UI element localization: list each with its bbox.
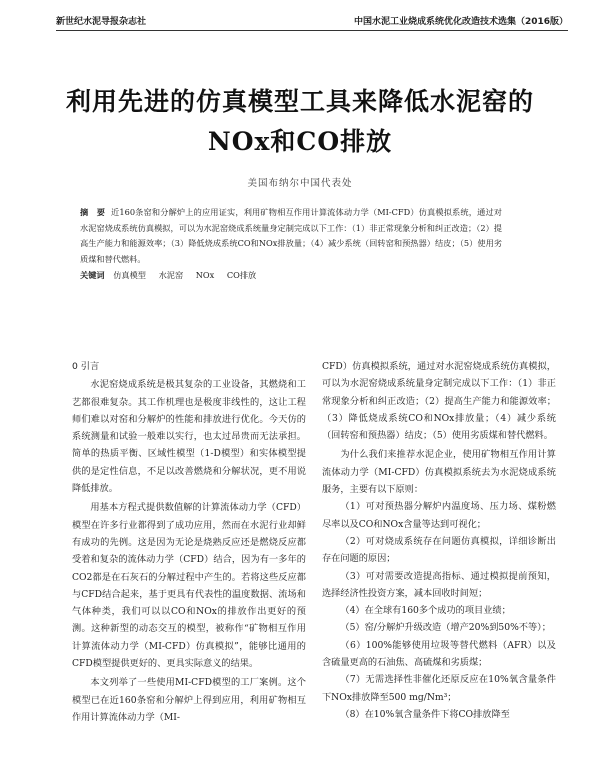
header-rule [56, 30, 568, 31]
header-journal-name: 新世纪水泥导报杂志社 [56, 17, 147, 27]
body-paragraph: 本文列举了一些使用MI-CFD模型的工厂案例。这个模型已在近160条窑和分解炉上得到应用，利用矿物相互作用计算流体动力学（MI- [72, 677, 306, 723]
principle-item: （8）在10%氧含量条件下将CO排放降至 [340, 708, 510, 720]
title-line-1: 利用先进的仿真模型工具来降低水泥窑的 [65, 87, 534, 116]
author-affiliation: 美国布纳尔中国代表处 [247, 178, 353, 189]
principle-item: （3）可对需要改造提高指标、通过模拟提前预知，选择经济性投资方案，减本回收时间短； [322, 570, 556, 599]
title-line-2: NOx和CO排放 [207, 127, 393, 156]
body-column-left [72, 358, 306, 726]
running-header [56, 14, 568, 27]
body-paragraph: 为什么我们来推荐水泥企业，使用矿物相互作用计算流体动力学（MI-CFD）仿真模拟系统去为水泥烧成系统服务，主要有以下原则： [322, 449, 556, 496]
principle-item: （7）无需选择性非催化还原反应在10%氧含量条件下NOx排放降至500 mg/Nm³； [322, 674, 556, 703]
principle-item: （5）窑/分解炉升级改造（增产20%到50%不等）； [340, 622, 551, 634]
body-paragraph: 水泥窑烧成系统是极其复杂的工业设备，其燃烧和工艺都很难复杂。其工作机理也是极度非线性的，这让工程师们难以对窑和分解炉的性能和排放进行优化。今天仿的系统测量和试验一般难以实行，也太过昂贵而无法承担。简单的热质平衡、区域性模型（1-D模型）和实体模型提供的是定性信息，不足以改善燃烧和分解状况，更不用说降低排放。 [72, 379, 306, 495]
body-paragraph: CFD）仿真模拟系统，通过对水泥窑烧成系统仿真模拟，可以为水泥窑烧成系统量身定制完成以下工作：（1）非正常现象分析和纠正改造；（2）提高生产能力和能源效率；（3）降低烧成系统CO和NOx排放量；（4）减少系统（回转窑和预热器）结皮；（5）使用劣质煤和替代燃料。 [322, 361, 556, 442]
keyword: 水泥窑 [158, 270, 184, 280]
principle-item: （2）可对烧成系统存在问题仿真模拟，详细诊断出存在问题的原因； [322, 535, 556, 565]
keywords-label: 关键词 [80, 270, 105, 280]
abstract-label: 摘 要 [80, 207, 106, 217]
abstract-text: 近160条窑和分解炉上的应用证实，利用矿物相互作用计算流体动力学（MI-CFD）仿真模拟系统，通过对水泥窑烧成系统仿真模拟，可以为水泥窑烧成系统量身定制完成以下工作：（1）非正常现象分析和纠正改造；（2）提高生产能力和能源效率；（3）降低烧成系统CO和NOx排放量；（4）减少系统（回转窑和预热器）结皮；（5）使用劣质煤和替代燃料。 [80, 207, 502, 264]
header-collection-title: 中国水泥工业烧成系统优化改造技术选集（2016版） [353, 17, 568, 27]
principle-item: （4）在全球有160多个成功的项目业绩； [340, 605, 511, 617]
keyword: NOx [195, 270, 215, 280]
keyword: CO排放 [226, 270, 257, 280]
keywords [80, 270, 502, 281]
principle-item: （6）100%能够使用垃圾等替代燃料（AFR）以及含硫量更高的石油焦、高硫煤和劣质煤； [322, 639, 556, 669]
body-paragraph: 用基本方程式提供数值解的计算流体动力学（CFD）模型在许多行业都得到了成功应用，然而在水泥行业却鲜有成功的先例。这是因为无论是烧熟反应还是燃烧反应都受着和复杂的流体动力学（CFD）结合，因为有一多年的CO2都是在石灰石的分解过程中产生的。若将这些反应都与CFD结合起来，基于更具有代表性的温度数据、流场和气体种类，我们可以以CO和NOx的排放作出更好的预测。这种新型的动态交互的模型，被称作“矿物相互作用计算流体动力学（MI-CFD）仿真模拟”，能够比通用的CFD模型提供更好的、更具实际意义的结果。 [72, 502, 306, 670]
section-heading: 0 引言 [72, 361, 100, 372]
body-column-right [322, 358, 556, 723]
principle-item: （1）可对预热器分解炉内温度场、压力场、煤粉燃尽率以及CO和NOx含量等达到可视化； [322, 501, 556, 530]
abstract [80, 205, 502, 267]
keyword: 仿真模型 [113, 270, 146, 280]
article-title [40, 82, 560, 162]
